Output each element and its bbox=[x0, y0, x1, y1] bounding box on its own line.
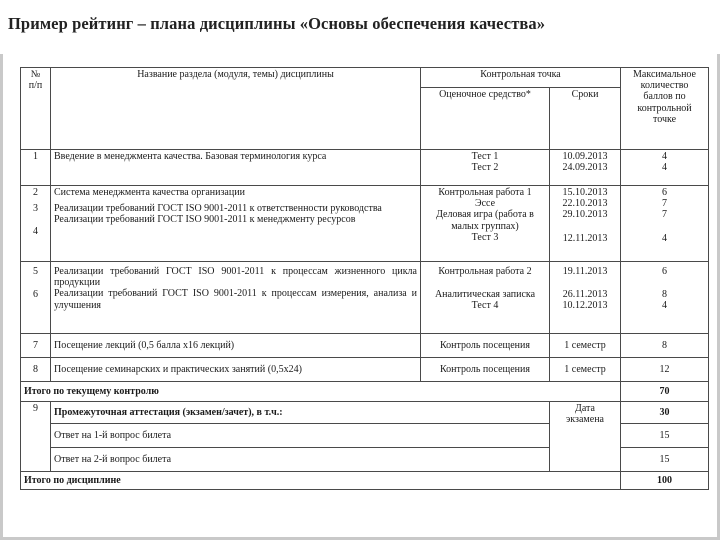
row-points-cell bbox=[621, 262, 709, 334]
row-name: Посещение лекций (0,5 балла х16 лекций) bbox=[51, 334, 421, 358]
header-control: Контрольная точка bbox=[421, 68, 621, 88]
row-date: 1 семестр bbox=[550, 358, 621, 382]
row-date: 12.11.2013 bbox=[562, 232, 608, 244]
row-date-cell bbox=[550, 262, 621, 334]
question-2-points: 15 bbox=[621, 448, 709, 472]
row-name: Реализации требований ГОСТ ISO 9001-2011 к ответственности руководства bbox=[54, 203, 382, 215]
row-date: 29.10.2013 bbox=[562, 209, 608, 221]
header-max-points-line: Максимальное bbox=[633, 69, 696, 80]
row-points: 4 bbox=[662, 300, 668, 312]
row-points-cell bbox=[621, 186, 709, 262]
row-tool: Эссе bbox=[474, 198, 496, 210]
header-tool: Оценочное средство* bbox=[421, 88, 550, 150]
row-num: 6 bbox=[33, 289, 38, 301]
question-1: Ответ на 1-й вопрос билета bbox=[51, 424, 550, 448]
row-date: 19.11.2013 bbox=[562, 266, 608, 277]
subtotal-label: Итого по текущему контролю bbox=[21, 382, 621, 402]
row-points-cell bbox=[621, 150, 709, 186]
attestation-date-line: экзамена bbox=[566, 414, 604, 426]
row-name-cell bbox=[51, 262, 421, 334]
row-name: Реализации требований ГОСТ ISO 9001-2011 к процессам измерения, анализа и улучшения bbox=[54, 288, 417, 311]
row-points: 6 bbox=[662, 187, 668, 198]
header-deadline: Сроки bbox=[550, 88, 621, 150]
row-num: 7 bbox=[21, 334, 51, 358]
row-tool: Тест 3 bbox=[471, 231, 499, 243]
total-row bbox=[21, 472, 709, 490]
attestation-date-line: Дата bbox=[575, 403, 595, 414]
row-tool: Деловая игра (работа в bbox=[436, 209, 534, 221]
row-name: Посещение семинарских и практических занятий (0,5х24) bbox=[51, 358, 421, 382]
slide-border-left bbox=[0, 54, 3, 540]
row-num: 2 bbox=[33, 187, 38, 198]
header-num: № bbox=[30, 69, 41, 80]
row-tool: Контроль посещения bbox=[421, 358, 550, 382]
row-tool-cell bbox=[421, 186, 550, 262]
question-2: Ответ на 2-й вопрос билета bbox=[51, 448, 550, 472]
row-points: 4 bbox=[662, 151, 668, 162]
row-num: 4 bbox=[33, 226, 38, 238]
table-row bbox=[21, 262, 709, 334]
table-row bbox=[21, 150, 709, 186]
row-num: 5 bbox=[33, 266, 38, 277]
row-date: 24.09.2013 bbox=[562, 162, 608, 174]
row-tool: Тест 2 bbox=[471, 162, 499, 174]
row-name: Реализации требований ГОСТ ISO 9001-2011 к менеджменту ресурсов bbox=[54, 214, 356, 226]
table-header-row bbox=[21, 68, 709, 88]
row-points: 7 bbox=[662, 198, 668, 210]
subtotal-row bbox=[21, 382, 709, 402]
header-max-points-line: контрольной bbox=[637, 102, 692, 114]
row-date-cell bbox=[550, 150, 621, 186]
attestation-num: 9 bbox=[21, 402, 51, 472]
attestation-date-cell bbox=[550, 402, 621, 472]
row-tool: Контроль посещения bbox=[421, 334, 550, 358]
row-date: 10.12.2013 bbox=[562, 300, 608, 312]
table-row bbox=[21, 358, 709, 382]
row-points: 8 bbox=[662, 289, 668, 301]
row-tool: Тест 4 bbox=[471, 300, 499, 312]
row-tool: Контрольная работа 2 bbox=[438, 266, 532, 277]
slide-title: Пример рейтинг – плана дисциплины «Основы обеспечения качества» bbox=[8, 14, 546, 33]
row-date-cell bbox=[550, 186, 621, 262]
row-num: 3 bbox=[33, 203, 38, 215]
row-name-cell bbox=[51, 186, 421, 262]
row-tool: Тест 1 bbox=[471, 151, 499, 162]
attestation-row bbox=[21, 402, 709, 424]
row-points: 12 bbox=[621, 358, 709, 382]
header-max-points-cell bbox=[621, 68, 709, 150]
row-tool-cell bbox=[421, 262, 550, 334]
row-name: Реализации требований ГОСТ ISO 9001-2011 к процессам жизненного цикла продукции bbox=[54, 266, 417, 289]
row-num: 1 bbox=[21, 150, 51, 186]
row-points: 4 bbox=[662, 162, 668, 174]
row-date: 22.10.2013 bbox=[562, 198, 608, 210]
row-tool: Контрольная работа 1 bbox=[438, 187, 532, 198]
row-num-cell bbox=[21, 262, 51, 334]
header-max-points-line: точке bbox=[652, 113, 677, 125]
header-name: Название раздела (модуля, темы) дисциплины bbox=[51, 68, 421, 150]
row-tool: Аналитическая записка bbox=[434, 289, 536, 301]
question-1-points: 15 bbox=[621, 424, 709, 448]
row-date: 15.10.2013 bbox=[562, 187, 608, 198]
total-label: Итого по дисциплине bbox=[21, 472, 621, 490]
header-max-points-line: количество bbox=[640, 80, 689, 92]
rating-plan-table bbox=[20, 67, 709, 490]
total-points: 100 bbox=[621, 472, 709, 490]
row-points: 7 bbox=[662, 209, 668, 221]
row-points: 8 bbox=[621, 334, 709, 358]
row-num-cell bbox=[21, 186, 51, 262]
row-tool-cell bbox=[421, 150, 550, 186]
attestation-points: 30 bbox=[621, 402, 709, 424]
row-name: Система менеджмента качества организации bbox=[54, 187, 245, 198]
row-num: 8 bbox=[21, 358, 51, 382]
row-points: 6 bbox=[662, 266, 668, 277]
table-row bbox=[21, 334, 709, 358]
header-max-points-line: баллов по bbox=[643, 91, 686, 103]
attestation-name: Промежуточная аттестация (экзамен/зачет), в т.ч.: bbox=[51, 402, 550, 424]
subtotal-points: 70 bbox=[621, 382, 709, 402]
row-tool: малых группах) bbox=[451, 220, 519, 232]
row-name: Введение в менеджмента качества. Базовая терминология курса bbox=[51, 150, 421, 186]
row-date: 1 семестр bbox=[550, 334, 621, 358]
header-num-sub: п/п bbox=[28, 80, 43, 92]
header-num-cell bbox=[21, 68, 51, 150]
table-row bbox=[21, 186, 709, 262]
row-date: 26.11.2013 bbox=[562, 289, 608, 301]
row-date: 10.09.2013 bbox=[562, 151, 608, 162]
row-points: 4 bbox=[662, 232, 668, 244]
